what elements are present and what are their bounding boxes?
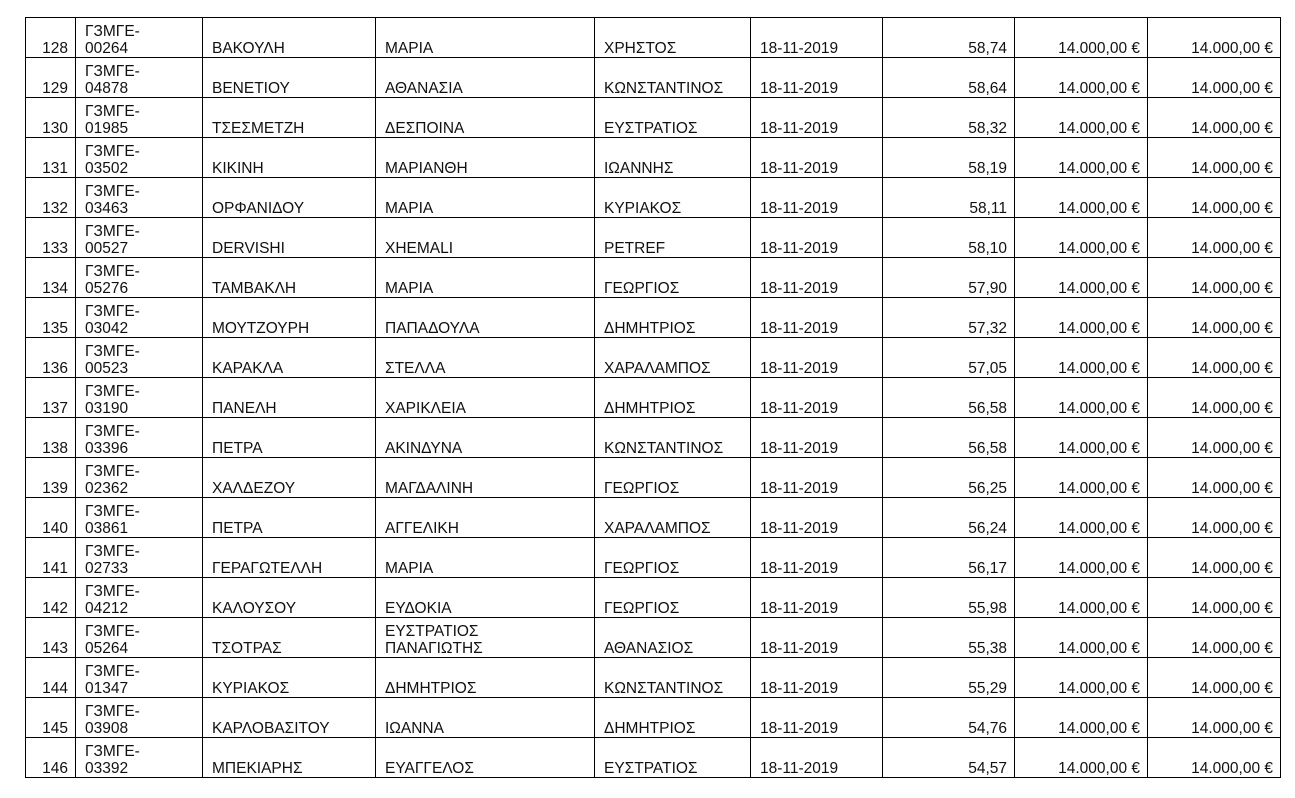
application-code <box>76 698 203 738</box>
row-number: 139 <box>26 458 76 498</box>
budget-cell: 14.000,00 € <box>1015 98 1148 138</box>
row-number: 130 <box>26 98 76 138</box>
first-name-line: ΕΥΣΤΡΑΤΙΟΣ <box>385 623 479 640</box>
application-code-prefix: ΓЗΜΓΕ- <box>85 183 140 200</box>
budget-cell: 14.000,00 € <box>1015 538 1148 578</box>
submission-date-cell: 18-11-2019 <box>751 58 883 98</box>
first-name-line: ΕΥΑΓΓΕΛΟΣ <box>385 760 474 777</box>
score-cell: 56,58 <box>883 378 1015 418</box>
table-row <box>26 298 1281 338</box>
application-code-prefix: ΓЗΜΓΕ- <box>85 703 140 720</box>
surname-cell: ΚΥΡΙΑΚΟΣ <box>203 658 376 698</box>
first-name-line: ΑΘΑΝΑΣΙΑ <box>385 80 463 97</box>
application-code <box>76 378 203 418</box>
first-name-cell <box>376 218 595 258</box>
father-name-cell: PETREF <box>595 218 751 258</box>
beneficiaries-table-page <box>25 17 1280 778</box>
grant-amount-cell: 14.000,00 € <box>1148 18 1281 58</box>
father-name-cell: ΓΕΩΡΓΙΟΣ <box>595 458 751 498</box>
row-number: 141 <box>26 538 76 578</box>
first-name-cell <box>376 538 595 578</box>
table-row <box>26 58 1281 98</box>
application-code-prefix: ΓЗΜΓΕ- <box>85 103 140 120</box>
budget-cell: 14.000,00 € <box>1015 698 1148 738</box>
grant-amount-cell: 14.000,00 € <box>1148 98 1281 138</box>
application-code-prefix: ΓЗΜΓΕ- <box>85 63 140 80</box>
application-code <box>76 618 203 658</box>
submission-date-cell: 18-11-2019 <box>751 498 883 538</box>
submission-date-cell: 18-11-2019 <box>751 658 883 698</box>
row-number: 142 <box>26 578 76 618</box>
surname-cell: ΠΕΤΡΑ <box>203 498 376 538</box>
submission-date-cell: 18-11-2019 <box>751 698 883 738</box>
budget-cell: 14.000,00 € <box>1015 578 1148 618</box>
grant-amount-cell: 14.000,00 € <box>1148 138 1281 178</box>
budget-cell: 14.000,00 € <box>1015 618 1148 658</box>
grant-amount-cell: 14.000,00 € <box>1148 298 1281 338</box>
application-code-prefix: ΓЗΜΓΕ- <box>85 663 140 680</box>
table-row <box>26 178 1281 218</box>
application-code-prefix: ΓЗΜΓΕ- <box>85 303 140 320</box>
father-name-cell: ΚΥΡΙΑΚΟΣ <box>595 178 751 218</box>
first-name-line: ΔΕΣΠΟΙΝΑ <box>385 120 465 137</box>
submission-date-cell: 18-11-2019 <box>751 538 883 578</box>
surname-cell: ΟΡΦΑΝΙΔΟΥ <box>203 178 376 218</box>
submission-date-cell: 18-11-2019 <box>751 378 883 418</box>
table-row <box>26 578 1281 618</box>
grant-amount-cell: 14.000,00 € <box>1148 698 1281 738</box>
first-name-line: ΜΑΡΙΑ <box>385 40 434 57</box>
application-code-number: 03502 <box>85 160 129 177</box>
first-name-cell <box>376 178 595 218</box>
score-cell: 54,57 <box>883 738 1015 778</box>
budget-cell: 14.000,00 € <box>1015 18 1148 58</box>
table-row <box>26 458 1281 498</box>
application-code-number: 01985 <box>85 120 129 137</box>
table-row <box>26 18 1281 58</box>
first-name-line: XHEMALI <box>385 240 454 257</box>
application-code <box>76 58 203 98</box>
surname-cell: ΒΑΚΟΥΛΗ <box>203 18 376 58</box>
table-row <box>26 378 1281 418</box>
father-name-cell: ΔΗΜΗΤΡΙΟΣ <box>595 698 751 738</box>
surname-cell: ΤΑΜΒΑΚΛΗ <box>203 258 376 298</box>
application-code <box>76 578 203 618</box>
first-name-cell <box>376 338 595 378</box>
row-number: 140 <box>26 498 76 538</box>
grant-amount-cell: 14.000,00 € <box>1148 58 1281 98</box>
application-code-prefix: ΓЗΜΓΕ- <box>85 503 140 520</box>
first-name-cell <box>376 98 595 138</box>
budget-cell: 14.000,00 € <box>1015 498 1148 538</box>
first-name-line: ΜΑΓΔΑΛΙΝΗ <box>385 480 474 497</box>
father-name-cell: ΓΕΩΡΓΙΟΣ <box>595 578 751 618</box>
surname-cell: ΚΑΡΛΟΒΑΣΙΤΟΥ <box>203 698 376 738</box>
submission-date-cell: 18-11-2019 <box>751 298 883 338</box>
submission-date-cell: 18-11-2019 <box>751 218 883 258</box>
father-name-cell: ΕΥΣΤΡΑΤΙΟΣ <box>595 98 751 138</box>
row-number: 133 <box>26 218 76 258</box>
first-name-cell <box>376 258 595 298</box>
father-name-cell: ΔΗΜΗΤΡΙΟΣ <box>595 298 751 338</box>
score-cell: 58,11 <box>883 178 1015 218</box>
first-name-cell <box>376 498 595 538</box>
score-cell: 57,32 <box>883 298 1015 338</box>
table-row <box>26 258 1281 298</box>
surname-cell: ΤΣΟΤΡΑΣ <box>203 618 376 658</box>
submission-date-cell: 18-11-2019 <box>751 178 883 218</box>
first-name-line: ΙΩΑΝΝΑ <box>385 720 444 737</box>
application-code-prefix: ΓЗΜΓΕ- <box>85 743 140 760</box>
submission-date-cell: 18-11-2019 <box>751 738 883 778</box>
grant-amount-cell: 14.000,00 € <box>1148 538 1281 578</box>
grant-amount-cell: 14.000,00 € <box>1148 578 1281 618</box>
application-code-number: 03908 <box>85 720 129 737</box>
beneficiaries-table <box>25 17 1281 778</box>
table-row <box>26 218 1281 258</box>
first-name-line: ΠΑΝΑΓΙΩΤΗΣ <box>385 640 483 657</box>
application-code-number: 02362 <box>85 480 129 497</box>
grant-amount-cell: 14.000,00 € <box>1148 178 1281 218</box>
first-name-cell <box>376 138 595 178</box>
application-code-prefix: ΓЗΜΓΕ- <box>85 383 140 400</box>
submission-date-cell: 18-11-2019 <box>751 98 883 138</box>
row-number: 137 <box>26 378 76 418</box>
row-number: 134 <box>26 258 76 298</box>
first-name-cell <box>376 378 595 418</box>
father-name-cell: ΓΕΩΡΓΙΟΣ <box>595 538 751 578</box>
application-code-number: 03190 <box>85 400 129 417</box>
application-code-number: 05264 <box>85 640 129 657</box>
first-name-cell <box>376 58 595 98</box>
first-name-cell <box>376 458 595 498</box>
row-number: 145 <box>26 698 76 738</box>
score-cell: 54,76 <box>883 698 1015 738</box>
budget-cell: 14.000,00 € <box>1015 738 1148 778</box>
application-code <box>76 258 203 298</box>
grant-amount-cell: 14.000,00 € <box>1148 218 1281 258</box>
submission-date-cell: 18-11-2019 <box>751 138 883 178</box>
submission-date-cell: 18-11-2019 <box>751 458 883 498</box>
table-row <box>26 618 1281 658</box>
first-name-line: ΜΑΡΙΑ <box>385 280 434 297</box>
first-name-line: ΣΤΕΛΛΑ <box>385 360 446 377</box>
application-code <box>76 658 203 698</box>
application-code-number: 01347 <box>85 680 129 697</box>
score-cell: 58,10 <box>883 218 1015 258</box>
first-name-line: ΜΑΡΙΑΝΘΗ <box>385 160 468 177</box>
application-code-prefix: ΓЗΜΓΕ- <box>85 263 140 280</box>
budget-cell: 14.000,00 € <box>1015 378 1148 418</box>
row-number: 131 <box>26 138 76 178</box>
grant-amount-cell: 14.000,00 € <box>1148 498 1281 538</box>
application-code-number: 02733 <box>85 560 129 577</box>
table-row <box>26 138 1281 178</box>
table-row <box>26 698 1281 738</box>
score-cell: 56,58 <box>883 418 1015 458</box>
first-name-cell <box>376 298 595 338</box>
budget-cell: 14.000,00 € <box>1015 338 1148 378</box>
budget-cell: 14.000,00 € <box>1015 178 1148 218</box>
first-name-line: ΜΑΡΙΑ <box>385 200 434 217</box>
row-number: 144 <box>26 658 76 698</box>
application-code <box>76 338 203 378</box>
score-cell: 58,74 <box>883 18 1015 58</box>
father-name-cell: ΧΑΡΑΛΑΜΠΟΣ <box>595 498 751 538</box>
table-row <box>26 338 1281 378</box>
surname-cell: ΤΣΕΣΜΕΤΖΗ <box>203 98 376 138</box>
row-number: 143 <box>26 618 76 658</box>
first-name-cell <box>376 658 595 698</box>
score-cell: 58,19 <box>883 138 1015 178</box>
application-code-number: 03392 <box>85 760 129 777</box>
table-row <box>26 658 1281 698</box>
application-code-prefix: ΓЗΜΓΕ- <box>85 143 140 160</box>
grant-amount-cell: 14.000,00 € <box>1148 258 1281 298</box>
first-name-line: ΧΑΡΙΚΛΕΙΑ <box>385 400 466 417</box>
application-code <box>76 498 203 538</box>
application-code <box>76 738 203 778</box>
surname-cell: ΠΑΝΕΛΗ <box>203 378 376 418</box>
father-name-cell: ΓΕΩΡΓΙΟΣ <box>595 258 751 298</box>
score-cell: 58,64 <box>883 58 1015 98</box>
application-code <box>76 178 203 218</box>
application-code-prefix: ΓЗΜΓΕ- <box>85 463 140 480</box>
first-name-cell <box>376 698 595 738</box>
application-code <box>76 538 203 578</box>
row-number: 135 <box>26 298 76 338</box>
surname-cell: ΚΙΚΙΝΗ <box>203 138 376 178</box>
application-code-number: 04878 <box>85 80 129 97</box>
budget-cell: 14.000,00 € <box>1015 258 1148 298</box>
submission-date-cell: 18-11-2019 <box>751 618 883 658</box>
father-name-cell: ΚΩΝΣΤΑΝΤΙΝΟΣ <box>595 658 751 698</box>
father-name-cell: ΧΡΗΣΤΟΣ <box>595 18 751 58</box>
application-code <box>76 218 203 258</box>
surname-cell: ΒΕΝΕΤΙΟΥ <box>203 58 376 98</box>
father-name-cell: ΙΩΑΝΝΗΣ <box>595 138 751 178</box>
application-code-prefix: ΓЗΜΓΕ- <box>85 223 140 240</box>
score-cell: 56,17 <box>883 538 1015 578</box>
surname-cell: ΚΑΡΑΚΛΑ <box>203 338 376 378</box>
grant-amount-cell: 14.000,00 € <box>1148 418 1281 458</box>
grant-amount-cell: 14.000,00 € <box>1148 618 1281 658</box>
application-code-number: 05276 <box>85 280 129 297</box>
application-code-number: 03463 <box>85 200 129 217</box>
surname-cell: ΚΑΛΟΥΣΟΥ <box>203 578 376 618</box>
application-code <box>76 18 203 58</box>
score-cell: 55,98 <box>883 578 1015 618</box>
grant-amount-cell: 14.000,00 € <box>1148 458 1281 498</box>
application-code-number: 03396 <box>85 440 129 457</box>
budget-cell: 14.000,00 € <box>1015 298 1148 338</box>
application-code-number: 00264 <box>85 40 129 57</box>
table-row <box>26 538 1281 578</box>
surname-cell: ΜΠΕΚΙΑΡΗΣ <box>203 738 376 778</box>
first-name-cell <box>376 418 595 458</box>
surname-cell: ΜΟΥΤΖΟΥΡΗ <box>203 298 376 338</box>
application-code-prefix: ΓЗΜΓΕ- <box>85 583 140 600</box>
score-cell: 58,32 <box>883 98 1015 138</box>
row-number: 136 <box>26 338 76 378</box>
first-name-cell <box>376 738 595 778</box>
father-name-cell: ΕΥΣΤΡΑΤΙΟΣ <box>595 738 751 778</box>
application-code <box>76 418 203 458</box>
budget-cell: 14.000,00 € <box>1015 658 1148 698</box>
father-name-cell: ΑΘΑΝΑΣΙΟΣ <box>595 618 751 658</box>
surname-cell: DERVISHI <box>203 218 376 258</box>
application-code-number: 03861 <box>85 520 129 537</box>
grant-amount-cell: 14.000,00 € <box>1148 378 1281 418</box>
row-number: 146 <box>26 738 76 778</box>
application-code-prefix: ΓЗΜΓΕ- <box>85 423 140 440</box>
row-number: 138 <box>26 418 76 458</box>
application-code <box>76 138 203 178</box>
table-row <box>26 498 1281 538</box>
submission-date-cell: 18-11-2019 <box>751 578 883 618</box>
score-cell: 55,29 <box>883 658 1015 698</box>
budget-cell: 14.000,00 € <box>1015 218 1148 258</box>
table-row <box>26 98 1281 138</box>
first-name-cell <box>376 578 595 618</box>
application-code-number: 04212 <box>85 600 129 617</box>
row-number: 128 <box>26 18 76 58</box>
application-code <box>76 98 203 138</box>
score-cell: 56,25 <box>883 458 1015 498</box>
score-cell: 57,90 <box>883 258 1015 298</box>
surname-cell: ΓΕΡΑΓΩΤΕΛΛΗ <box>203 538 376 578</box>
application-code-number: 00523 <box>85 360 129 377</box>
application-code-prefix: ΓЗΜΓΕ- <box>85 23 140 40</box>
submission-date-cell: 18-11-2019 <box>751 338 883 378</box>
application-code <box>76 458 203 498</box>
row-number: 132 <box>26 178 76 218</box>
budget-cell: 14.000,00 € <box>1015 458 1148 498</box>
submission-date-cell: 18-11-2019 <box>751 258 883 298</box>
application-code <box>76 298 203 338</box>
father-name-cell: ΚΩΝΣΤΑΝΤΙΝΟΣ <box>595 58 751 98</box>
first-name-line: ΕΥΔΟΚΙΑ <box>385 600 452 617</box>
table-row <box>26 418 1281 458</box>
father-name-cell: ΧΑΡΑΛΑΜΠΟΣ <box>595 338 751 378</box>
row-number: 129 <box>26 58 76 98</box>
score-cell: 56,24 <box>883 498 1015 538</box>
submission-date-cell: 18-11-2019 <box>751 18 883 58</box>
father-name-cell: ΚΩΝΣΤΑΝΤΙΝΟΣ <box>595 418 751 458</box>
grant-amount-cell: 14.000,00 € <box>1148 338 1281 378</box>
score-cell: 57,05 <box>883 338 1015 378</box>
first-name-line: ΠΑΠΑΔΟΥΛΑ <box>385 320 480 337</box>
first-name-line: ΜΑΡΙΑ <box>385 560 434 577</box>
first-name-line: ΑΚΙΝΔΥΝΑ <box>385 440 463 457</box>
first-name-cell <box>376 18 595 58</box>
application-code-prefix: ΓЗΜΓΕ- <box>85 543 140 560</box>
grant-amount-cell: 14.000,00 € <box>1148 738 1281 778</box>
first-name-cell <box>376 618 595 658</box>
table-row <box>26 738 1281 778</box>
surname-cell: ΧΑΛΔΕΖΟΥ <box>203 458 376 498</box>
surname-cell: ΠΕΤΡΑ <box>203 418 376 458</box>
budget-cell: 14.000,00 € <box>1015 138 1148 178</box>
score-cell: 55,38 <box>883 618 1015 658</box>
grant-amount-cell: 14.000,00 € <box>1148 658 1281 698</box>
application-code-number: 00527 <box>85 240 129 257</box>
table-body <box>26 18 1281 778</box>
father-name-cell: ΔΗΜΗΤΡΙΟΣ <box>595 378 751 418</box>
submission-date-cell: 18-11-2019 <box>751 418 883 458</box>
application-code-number: 03042 <box>85 320 129 337</box>
application-code-prefix: ΓЗΜΓΕ- <box>85 623 140 640</box>
first-name-line: ΑΓΓΕΛΙΚΗ <box>385 520 459 537</box>
budget-cell: 14.000,00 € <box>1015 418 1148 458</box>
first-name-line: ΔΗΜΗΤΡΙΟΣ <box>385 680 477 697</box>
budget-cell: 14.000,00 € <box>1015 58 1148 98</box>
application-code-prefix: ΓЗΜΓΕ- <box>85 343 140 360</box>
